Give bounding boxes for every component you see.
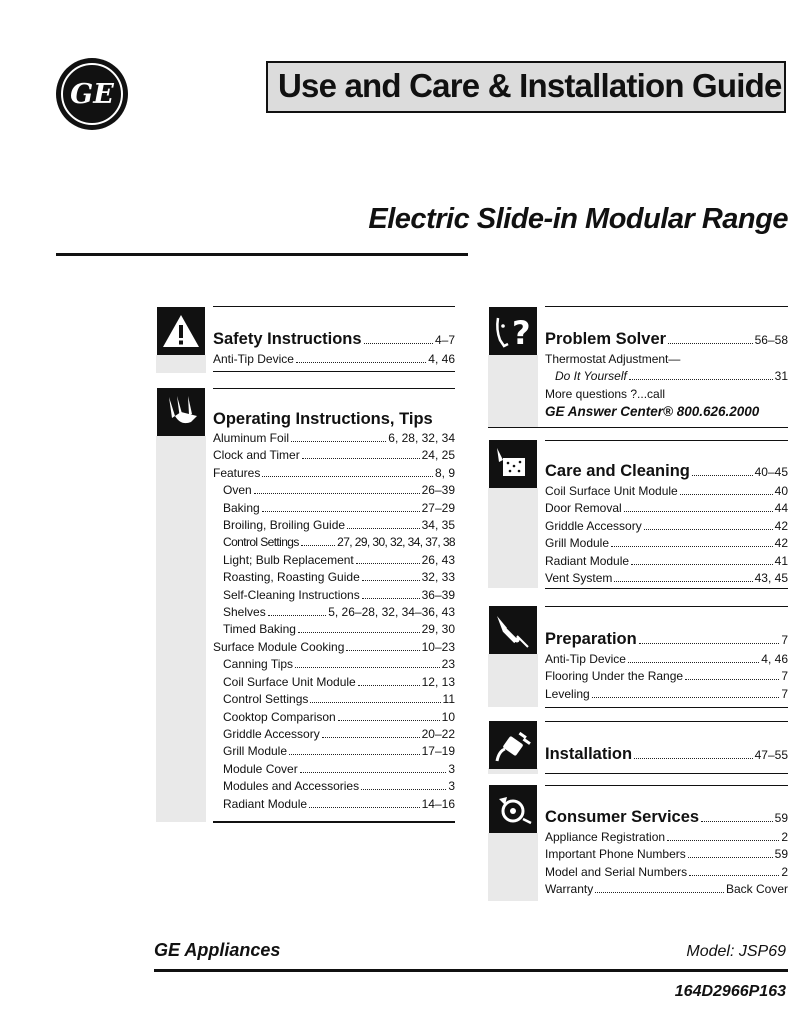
- list-item[interactable]: Anti-Tip Device 4, 46: [213, 352, 455, 366]
- care-pages: 40–45: [754, 465, 788, 479]
- prep-heading[interactable]: [545, 628, 788, 651]
- list-item[interactable]: Roasting, Roasting Guide 32, 33: [223, 570, 455, 585]
- list-item[interactable]: Broiling, Broiling Guide 34, 35: [223, 518, 455, 533]
- problem-heading[interactable]: [545, 328, 788, 351]
- list-item[interactable]: Control Settings 27, 29, 30, 32, 34, 37, 38: [223, 535, 455, 550]
- list-item[interactable]: Light; Bulb Replacement 26, 43: [223, 552, 455, 567]
- list-item[interactable]: Grill Module 17–19: [223, 744, 455, 759]
- care-heading[interactable]: [545, 460, 788, 483]
- page-subtitle: Electric Slide-in Modular Range: [368, 203, 788, 235]
- consumer-heading[interactable]: [545, 806, 788, 829]
- list-item[interactable]: Model and Serial Numbers 2: [545, 864, 788, 879]
- list-item[interactable]: Baking 27–29: [223, 500, 455, 515]
- list-item[interactable]: Flooring Under the Range 7: [545, 669, 788, 684]
- problem-title: Problem Solver: [545, 330, 667, 348]
- list-item[interactable]: Door Removal 44: [545, 501, 788, 516]
- prep-bottom-rule: [545, 707, 788, 708]
- safety-top-rule: [213, 306, 455, 307]
- power-plug-icon: [489, 721, 537, 769]
- list-item[interactable]: Clock and Timer 24, 25: [213, 448, 455, 463]
- prep-title: Preparation: [545, 630, 637, 648]
- list-item[interactable]: Aluminum Foil 6, 28, 32, 34: [213, 431, 455, 445]
- phone-service-icon: [489, 785, 537, 833]
- problem-section: [545, 328, 788, 421]
- list-item[interactable]: Timed Baking 29, 30: [223, 622, 455, 637]
- list-item[interactable]: Features 8, 9: [213, 465, 455, 480]
- install-top-rule: [545, 721, 788, 722]
- operating-icon-shade: [156, 436, 206, 822]
- consumer-title: Consumer Services: [545, 808, 700, 826]
- care-section: [545, 460, 788, 587]
- sponge-hand-icon: [489, 440, 537, 488]
- safety-heading[interactable]: [213, 328, 455, 351]
- list-item[interactable]: Cooktop Comparison 10: [223, 709, 455, 724]
- list-item[interactable]: Griddle Accessory 42: [545, 518, 788, 533]
- footer-brand: GE Appliances: [154, 940, 281, 960]
- list-item[interactable]: Module Cover 3: [223, 761, 455, 776]
- svg-text:?: ?: [512, 314, 531, 352]
- install-heading[interactable]: [545, 743, 788, 766]
- part-number: 164D2966P163: [674, 983, 786, 1000]
- answer-center: GE Answer Center® 800.626.2000: [545, 404, 760, 420]
- operating-bottom-rule: [213, 821, 455, 823]
- question-face-icon: [489, 307, 537, 355]
- list-item[interactable]: Vent System 43, 45: [545, 571, 788, 586]
- consumer-section: [545, 806, 788, 899]
- safety-section: [213, 328, 455, 368]
- install-pages: 47–55: [754, 748, 788, 762]
- safety-pages: 4–7: [434, 333, 455, 347]
- install-section: [545, 743, 788, 766]
- list-item[interactable]: Anti-Tip Device 4, 46: [545, 652, 788, 666]
- problem-pages: 56–58: [754, 333, 788, 347]
- care-icon-shade: [488, 488, 538, 588]
- consumer-pages: 59: [774, 811, 788, 825]
- list-item[interactable]: Radiant Module 41: [545, 553, 788, 568]
- footer-rule: [154, 969, 788, 972]
- install-bottom-rule: [545, 773, 788, 774]
- prep-top-rule: [545, 606, 788, 607]
- list-item[interactable]: Shelves 5, 26–28, 32, 34–36, 43: [223, 605, 455, 620]
- list-item[interactable]: Leveling 7: [545, 686, 788, 701]
- problem-top-rule: [545, 306, 788, 307]
- list-item[interactable]: Control Settings 11: [223, 692, 455, 707]
- hand-pointing-icon: [157, 388, 205, 436]
- page-title: Use and Care & Installation Guide: [278, 67, 782, 104]
- list-item[interactable]: Coil Surface Unit Module 12, 13: [223, 674, 455, 689]
- care-bottom-rule: [545, 588, 788, 589]
- list-item[interactable]: Important Phone Numbers 59: [545, 847, 788, 862]
- list-item[interactable]: Grill Module 42: [545, 536, 788, 551]
- list-item[interactable]: Do It Yourself 31: [555, 369, 788, 384]
- ge-logo: [56, 58, 128, 130]
- consumer-top-rule: [545, 785, 788, 786]
- list-item[interactable]: Canning Tips 23: [223, 657, 455, 672]
- problem-icon-shade: [488, 355, 538, 427]
- list-item[interactable]: Coil Surface Unit Module 40: [545, 484, 788, 498]
- safety-icon-shade: [156, 355, 206, 373]
- care-title: Care and Cleaning: [545, 462, 690, 480]
- prep-icon-shade: [488, 654, 538, 707]
- problem-line3: More questions ?...call: [545, 386, 666, 401]
- list-item[interactable]: Griddle Accessory 20–22: [223, 726, 455, 741]
- list-item[interactable]: Oven 26–39: [223, 483, 455, 498]
- prep-pages: 7: [781, 633, 788, 647]
- safety-title: Safety Instructions: [213, 330, 362, 348]
- operating-section: [213, 408, 455, 813]
- consumer-icon-shade: [488, 833, 538, 901]
- footer-model: Model: JSP69: [686, 943, 786, 960]
- list-item[interactable]: Modules and Accessories 3: [223, 779, 455, 794]
- ge-logo-text: GE: [61, 63, 123, 125]
- screwdriver-hand-icon: [489, 606, 537, 654]
- operating-top-rule: [213, 388, 455, 389]
- problem-line1: Thermostat Adjustment—: [545, 352, 681, 366]
- install-title: Installation: [545, 745, 633, 763]
- list-item[interactable]: Surface Module Cooking 10–23: [213, 639, 455, 654]
- list-item[interactable]: Warranty Back Cover: [545, 882, 788, 897]
- header-rule: [56, 253, 468, 256]
- warning-triangle-icon: [157, 307, 205, 355]
- care-top-rule: [545, 440, 788, 441]
- prep-section: [545, 628, 788, 703]
- operating-heading[interactable]: [213, 408, 455, 430]
- list-item[interactable]: Radiant Module 14–16: [223, 796, 455, 811]
- operating-title: Operating Instructions, Tips: [213, 410, 433, 428]
- list-item[interactable]: Self-Cleaning Instructions 36–39: [223, 587, 455, 602]
- safety-bottom-rule: [213, 371, 455, 372]
- problem-bottom-rule: [488, 427, 788, 428]
- list-item[interactable]: Appliance Registration 2: [545, 830, 788, 844]
